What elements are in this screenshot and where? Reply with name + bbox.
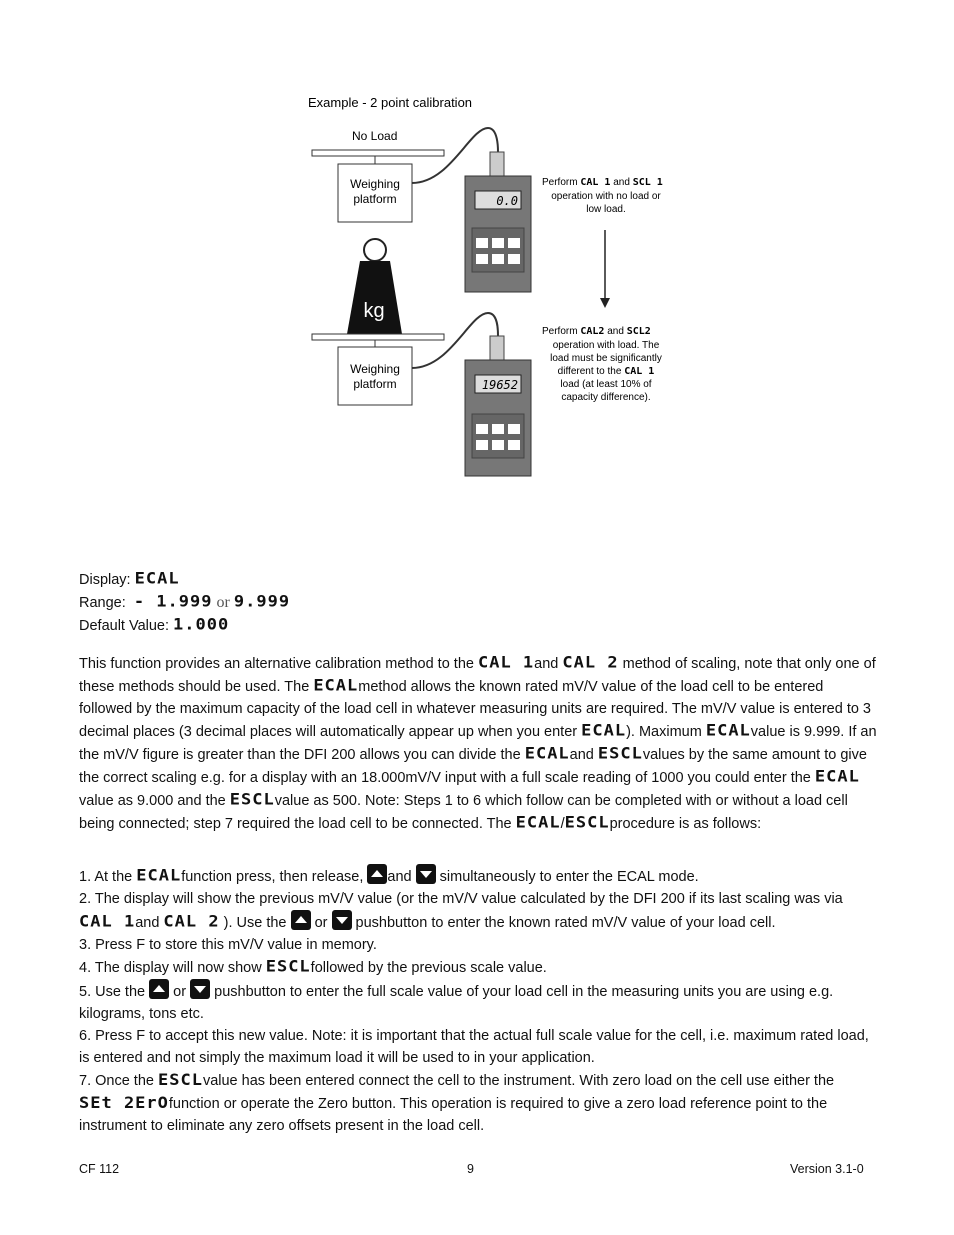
step-5: 5. Use the or pushbutton to enter the full scale value of your load cell in the measuring units you are using e.g. kilograms, tons etc. [79,979,879,1025]
up-arrow-icon [149,979,169,999]
cal2-code: CAL 2 [562,653,619,673]
default-value: 1.000 [173,615,230,635]
ecal-code-5: ECAL [814,767,860,787]
ecal-code-1: ECAL [313,676,359,696]
note2-scl: SCL2 [626,326,651,337]
step-3: 3. Press F to store this mV/V value in memory. [79,937,377,953]
note2-perform: Perform [542,326,578,337]
svg-text:different to the CAL 1 [558,366,655,377]
svg-text:Perform CAL2 and S [542,326,651,337]
ecal-code-step1: ECAL [136,866,182,886]
steps-list [79,864,879,1137]
body-text-3: method allows the known rated mV/V value of the load cell to be entered followed by the maximum capacity of the load cell in whatever measuring units are required. The mV/V value is entered to 3 decimal places (3 decimal places will automatically appear up when you enter [79,679,871,740]
weight-label: kg [363,300,385,322]
display-value: ECAL [134,569,180,589]
body-and-1: and [534,656,559,672]
note1-line2: operation with no load or [551,191,661,202]
body-text-10: procedure is as follows: [609,816,762,832]
body-text-4: Maximum [638,724,702,740]
down-arrow-icon [332,910,352,930]
ecal-code-2: ECAL [581,721,627,741]
body-text-2: method of scaling, note that only one of these methods should be used. The [79,656,876,695]
escl-code-1: ESCL [597,744,643,764]
body-slash: / [560,816,565,832]
footer-version: Version 3.1-0 [790,1162,864,1176]
step-1: 1. At the ECALfunction press, then release, and simultaneously to enter the ECAL mode. [79,864,879,888]
display-bottom: 19652 [481,378,518,392]
ecal-code-4: ECAL [524,744,570,764]
range-or: or [216,594,230,611]
svg-text:Perform CAL 1 and [542,177,663,188]
escl-code-3: ESCL [564,813,610,833]
footer-left: CF 112 [79,1162,120,1176]
note2-line3: load must be significantly [550,353,662,364]
no-load-label: No Load [352,129,398,143]
default-label: Default Value: [79,618,170,634]
ecal-code-6: ECAL [515,813,561,833]
range-max: 9.999 [233,592,291,612]
cal2-code-step2: CAL 2 [163,912,220,932]
description-paragraph [79,652,879,835]
note1-line3: low load. [586,204,626,215]
cal1-code: CAL 1 [477,653,535,673]
step-4: 4. The display will now show ESCLfollowed by the previous scale value. [79,957,547,977]
display-label: Display: [79,572,131,588]
note1-perform: Perform [542,177,578,188]
range-label: Range: [79,595,126,611]
note2-line6: capacity difference). [561,392,651,403]
body-text-3-end: ). [626,724,635,740]
note1-cal: CAL 1 [580,177,611,188]
note2-cal: CAL2 [580,326,605,337]
display-top: 0.0 [496,194,518,208]
note2-line5: load (at least 10% of [560,379,652,390]
escl-code-2: ESCL [229,790,275,810]
body-text-1: This function provides an alternative calibration method to the [79,656,474,672]
down-arrow-icon [190,979,210,999]
platform-label-bottom-1: Weighing [350,362,400,376]
set-zero-code: SEt 2ErO [79,1093,169,1113]
escl-code-step7: ESCL [158,1070,203,1090]
step-2: 2. The display will show the previous mV/V value (or the mV/V value calculated by the DFI 200 if its last scaling was via CAL 1and CAL 2 ). Use the or pushbutton to enter the known rated mV/V value of your load cell. [79,891,843,932]
down-arrow-icon [416,864,436,884]
cal1-code-step2: CAL 1 [79,912,136,932]
figure-title: Example - 2 point calibration [308,95,473,110]
range-min: - 1.999 [133,592,213,612]
calibration-diagram [300,88,700,483]
up-arrow-icon [367,864,387,884]
note1-scl: SCL 1 [632,177,663,188]
platform-label-bottom-2: platform [353,377,397,391]
up-arrow-icon [291,910,311,930]
platform-label-top-2: platform [353,192,397,206]
step-6: 6. Press F to accept this new value. Note: it is important that the actual full scale value for the cell, i.e. maximum rated load, is entered and not simply the maximum load it will be used to in your application. [79,1028,869,1066]
body-text-8: value as 9.000 and the [79,793,226,809]
spec-section [79,568,879,637]
body-text-9: value as 500. Note: Steps 1 to 6 which follow can be completed with or without a load cell being connected; step 7 required the load cell to be connected. The [79,793,848,832]
step-7: 7. Once the ESCLvalue has been entered connect the cell to the instrument. With zero load on the cell use either the SEt 2ErOfunction or operate the Zero button. This operation is required to give a zero load reference point to the instrument to eliminate any zero offsets present in the load cell. [79,1070,835,1134]
note2-and: and [607,326,624,337]
escl-code-step4: ESCL [265,957,311,977]
note2-line2: operation with load. The [552,340,660,351]
note2-line4b: CAL 1 [624,366,655,377]
ecal-code-3: ECAL [705,721,751,741]
body-text-5: value is 9.999. If an the mV/V figure is greater than the DFI 200 allows you can divide the [79,724,877,763]
note1-and: and [613,177,630,188]
platform-label-top-1: Weighing [350,177,400,191]
body-text-6: and [569,747,594,763]
page-number: 9 [467,1162,474,1176]
note2-line4a: different to the [557,366,622,377]
body-text-7: values by the same amount to give the correct scaling e.g. for a display with an 18.000mV/V input with a full scale reading of 1000 you could enter the [79,747,867,786]
